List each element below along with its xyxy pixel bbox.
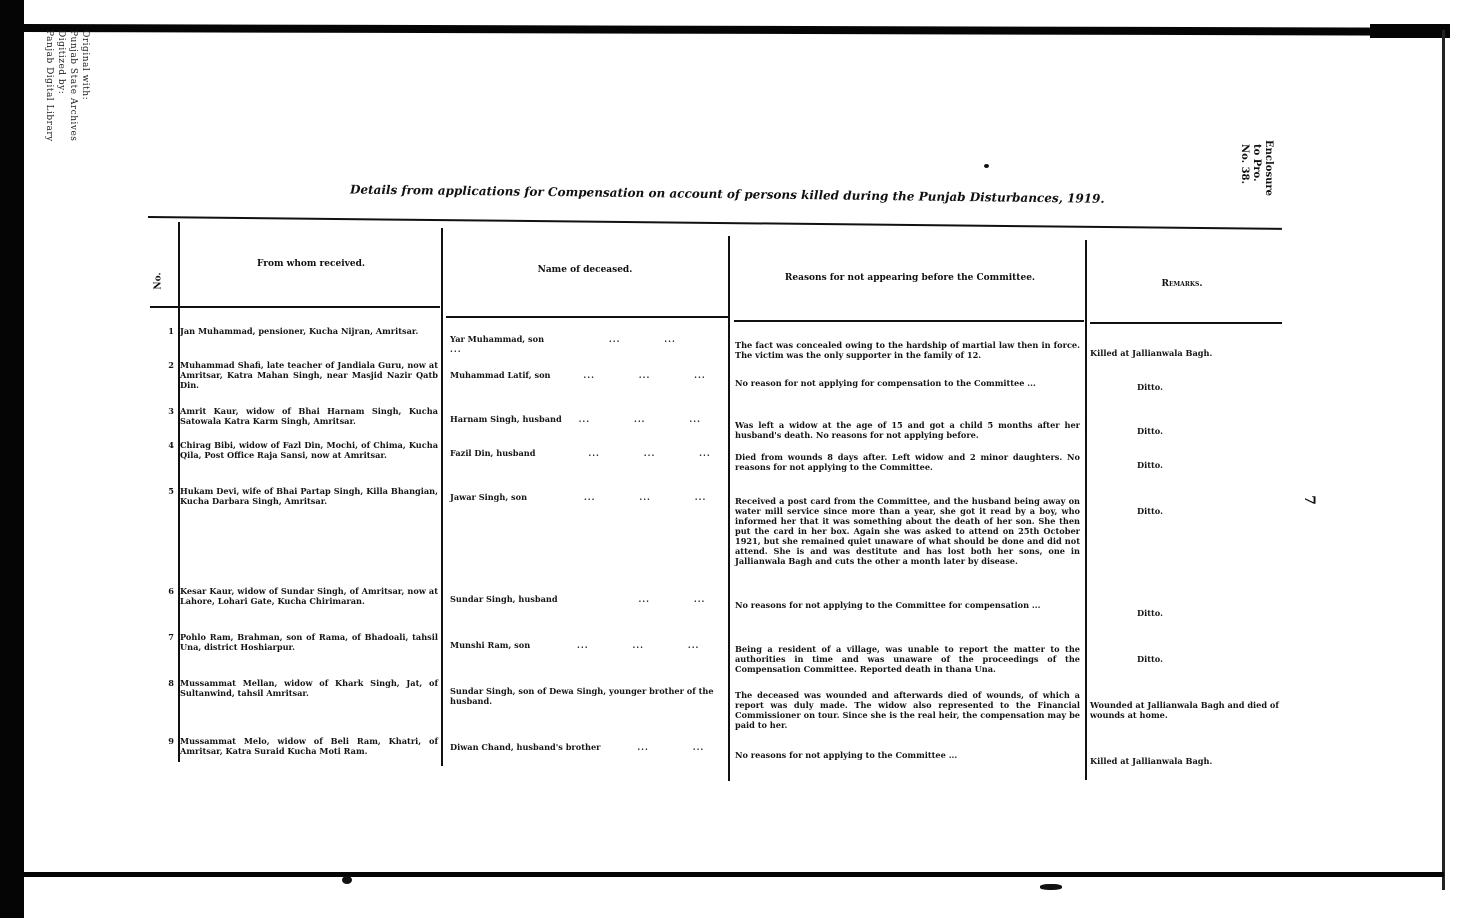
row-reason: The fact was concealed owing to the hardship of martial law then in force. The victim was the only supporter in the family of 12.	[735, 340, 1080, 360]
stamp-line-4: Panjab Digital Library	[44, 30, 54, 142]
row-name-dots: ... ...	[637, 742, 705, 752]
row-no: 3	[168, 406, 174, 416]
enclosure-line-2: to Pro.	[1251, 144, 1262, 182]
header-reasons: Reasons for not appearing before the Committee.	[784, 273, 1036, 283]
row-name-text: Munshi Ram, son	[450, 640, 531, 650]
stamp-line-3: Digitized by:	[56, 30, 66, 95]
row-name	[450, 742, 720, 752]
row-name-dots: ... ... ...	[450, 334, 676, 354]
header-remarks: Remarks.	[1161, 279, 1203, 289]
enclosure-note	[1228, 140, 1276, 196]
row-name	[450, 334, 720, 354]
row-name	[450, 414, 720, 424]
column-divider-3	[728, 236, 730, 781]
column-divider-2	[441, 228, 443, 766]
row-name-text: Diwan Chand, husband's brother	[450, 742, 601, 752]
stamp-line-2: Punjab State Archives	[68, 30, 78, 142]
row-reason: Was left a widow at the age of 15 and got a child 5 months after her husband's death. No reasons for not applying before.	[735, 420, 1080, 440]
header-bottom-rule-4	[1090, 322, 1282, 324]
header-bottom-rule-3	[734, 320, 1084, 322]
scan-speck	[1040, 884, 1062, 890]
enclosure-line-1: Enclosure	[1263, 140, 1274, 196]
scan-border-top	[24, 24, 1444, 36]
row-from: Chirag Bibi, widow of Fazl Din, Mochi, of Chima, Kucha Qila, Post Office Raja Sansi, now at Amritsar.	[180, 440, 438, 460]
row-name	[450, 492, 720, 502]
row-name-text: Jawar Singh, son	[450, 492, 528, 502]
row-no: 4	[168, 440, 174, 450]
header-name: Name of deceased.	[537, 265, 633, 275]
column-divider-4	[1085, 240, 1087, 780]
row-reason: Received a post card from the Committee, and the husband being away on water mill service since more than a year, she got it read by a boy, who informed her that it was something about the death of her son. She then put the card in her box. Again she was asked to attend on 25th October 1921, but she remained quiet unaware of what should be done and did not attend. She is and was destitute and has lost both her sons, one in Jallianwala Bagh and cuts the other a month later by disease.	[735, 496, 1080, 566]
row-name-text: Harnam Singh, husband	[450, 414, 562, 424]
row-name-text: Fazil Din, husband	[450, 448, 536, 458]
row-no: 5	[168, 486, 174, 496]
archive-stamp	[38, 30, 98, 150]
row-name-text: Muhammad Latif, son	[450, 370, 551, 380]
header-bottom-rule-2	[446, 316, 728, 318]
row-no: 8	[168, 678, 174, 688]
row-remarks: Killed at Jallianwala Bagh.	[1090, 348, 1213, 358]
row-reason: No reasons for not applying to the Committee for compensation ...	[735, 600, 1041, 610]
scan-border-bottom	[24, 872, 1444, 877]
row-reason: Being a resident of a village, was unable to report the matter to the authorities in time and was unaware of the proceedings of the Compensation Committee. Reported death in thana Una.	[735, 644, 1080, 674]
row-name	[450, 640, 720, 650]
scan-border-right	[1442, 30, 1445, 890]
row-no: 6	[168, 586, 174, 596]
row-name-dots: ... ... ...	[588, 448, 711, 458]
scan-speck	[342, 876, 352, 884]
header-bottom-rule-1	[150, 306, 440, 308]
row-name-dots: ... ... ...	[577, 640, 700, 650]
page-number: 7	[1300, 495, 1317, 505]
row-name	[450, 370, 720, 380]
table-top-rule	[148, 216, 1282, 230]
row-name-text: Yar Muhammad, son	[450, 334, 545, 344]
row-remarks: Ditto.	[1137, 506, 1163, 516]
row-name-dots: ... ...	[638, 594, 706, 604]
row-name-dots: ... ... ...	[578, 414, 701, 424]
row-from: Mussammat Mellan, widow of Khark Singh, Jat, of Sultanwind, tahsil Amritsar.	[180, 678, 438, 698]
scan-border-left	[0, 0, 24, 918]
scan-border-top-corner	[1370, 24, 1450, 38]
row-name-dots: ... ... ...	[583, 370, 706, 380]
row-no: 2	[168, 360, 174, 370]
scan-speck	[984, 164, 989, 168]
row-reason: No reasons for not applying to the Committee ...	[735, 750, 958, 760]
row-no: 7	[168, 632, 174, 642]
row-remarks: Ditto.	[1137, 426, 1163, 436]
row-from: Muhammad Shafi, late teacher of Jandiala Guru, now at Amritsar, Katra Mahan Singh, near Masjid Nazir Qatb Din.	[180, 360, 438, 390]
row-name-dots: ... ... ...	[583, 492, 707, 502]
row-name	[450, 448, 720, 458]
row-from: Kesar Kaur, widow of Sundar Singh, of Amritsar, now at Lahore, Lohari Gate, Kucha Chirimaran.	[180, 586, 438, 606]
row-remarks: Ditto.	[1137, 382, 1163, 392]
row-from: Amrit Kaur, widow of Bhai Harnam Singh, Kucha Satowala Katra Karm Singh, Amritsar.	[180, 406, 438, 426]
row-from: Mussammat Melo, widow of Beli Ram, Khatri, of Amritsar, Katra Suraid Kucha Moti Ram.	[180, 736, 438, 756]
row-no: 1	[168, 326, 174, 336]
row-from: Jan Muhammad, pensioner, Kucha Nijran, Amritsar.	[180, 326, 419, 336]
document-title: Details from applications for Compensation on account of persons killed during the Punjab Disturbances, 1919.	[349, 182, 1105, 206]
row-from: Pohlo Ram, Brahman, son of Rama, of Bhadoali, tahsil Una, district Hoshiarpur.	[180, 632, 438, 652]
row-reason: No reason for not applying for compensation to the Committee ...	[735, 378, 1036, 388]
stamp-line-1: Original with:	[80, 30, 90, 101]
enclosure-line-3: No. 38.	[1239, 144, 1250, 184]
header-from: From whom received.	[256, 259, 366, 269]
row-from: Hukam Devi, wife of Bhai Partap Singh, Killa Bhangian, Kucha Darbara Singh, Amritsar.	[180, 486, 438, 506]
header-no: No.	[153, 272, 164, 290]
row-reason: Died from wounds 8 days after. Left widow and 2 minor daughters. No reasons for not applying to the Committee.	[735, 452, 1080, 472]
row-remarks: Ditto.	[1137, 654, 1163, 664]
row-no: 9	[168, 736, 174, 746]
row-reason: The deceased was wounded and afterwards died of wounds, of which a report was duly made. The widow also represented to the Financial Commissioner on tour. Since she is the real heir, the compensation may be paid to her.	[735, 690, 1080, 730]
row-name: Sundar Singh, son of Dewa Singh, younger brother of the husband.	[450, 686, 714, 706]
row-name	[450, 594, 720, 604]
row-remarks: Wounded at Jallianwala Bagh and died of wounds at home.	[1090, 700, 1279, 720]
row-remarks: Killed at Jallianwala Bagh.	[1090, 756, 1213, 766]
row-remarks: Ditto.	[1137, 460, 1163, 470]
row-name-text: Sundar Singh, husband	[450, 594, 558, 604]
row-remarks: Ditto.	[1137, 608, 1163, 618]
